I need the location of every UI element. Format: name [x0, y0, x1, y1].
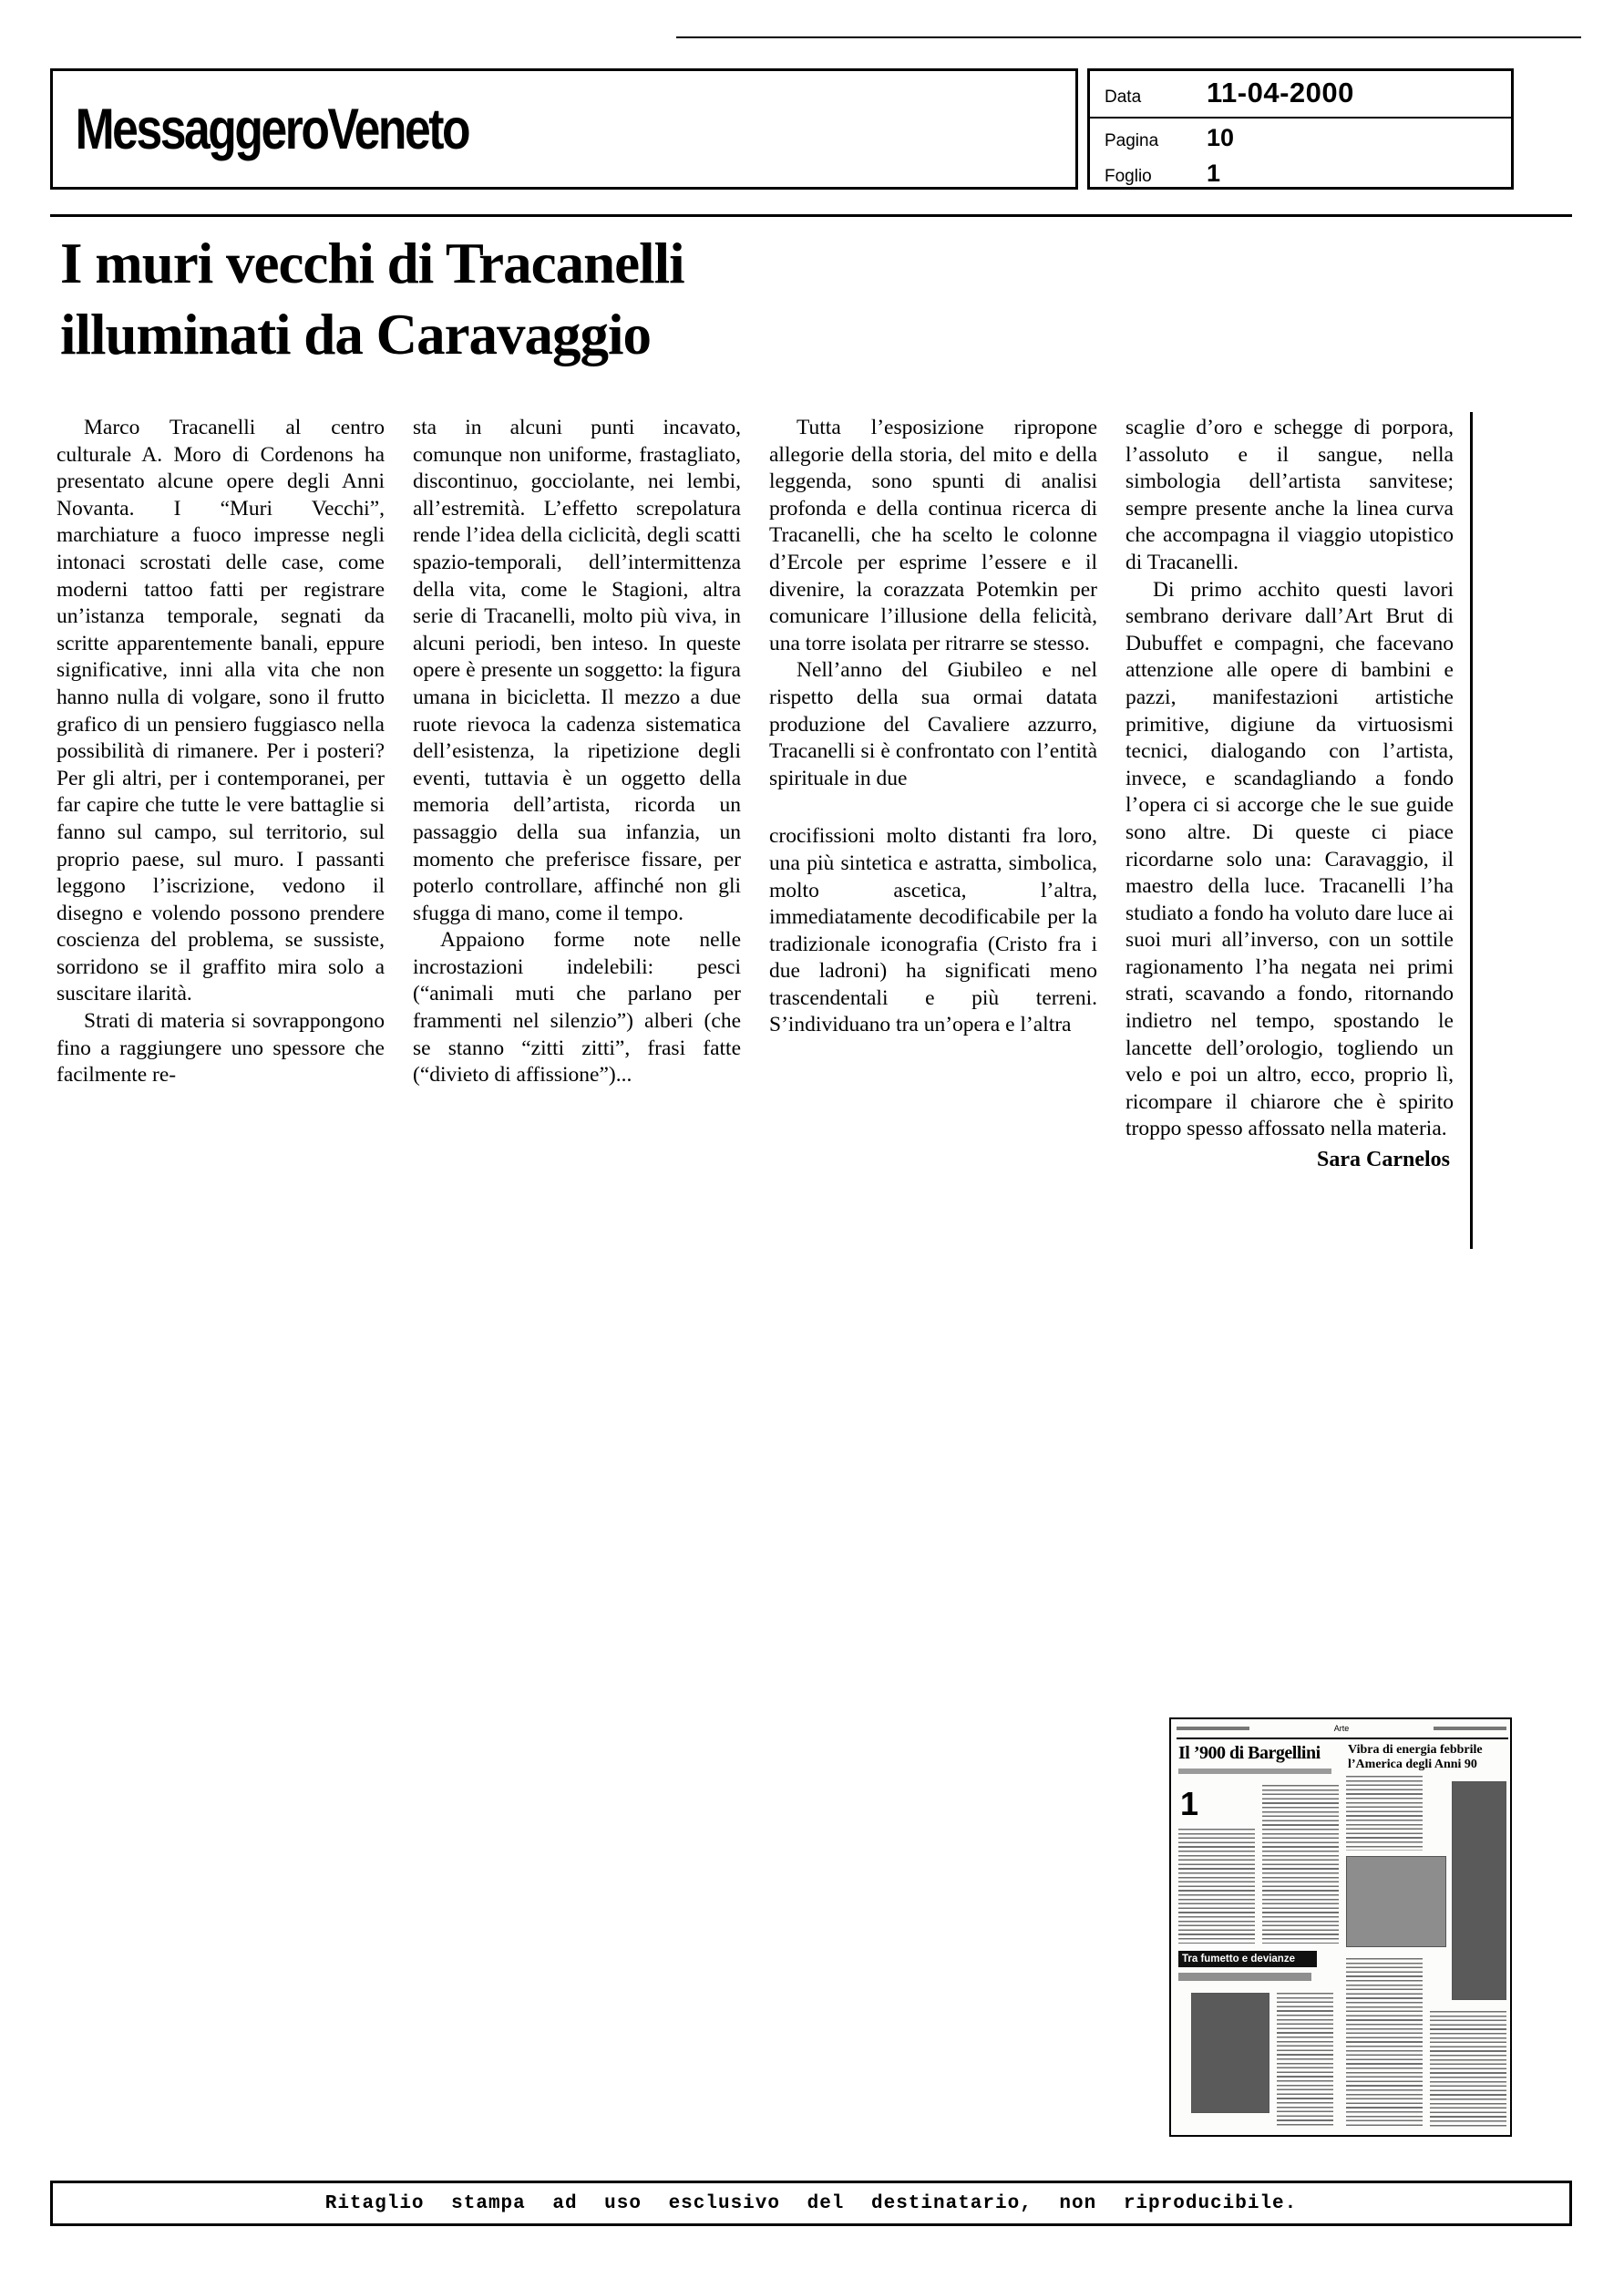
thumb-masthead-title: Arte — [1333, 1724, 1350, 1733]
article-paragraph: Marco Tracanelli al centro culturale A. Moro di Cordenons ha presentato alcune opere degli Anni Novanta. I “Muri Vecchi”, marchiature a fuoco impresse negli intonaci scrostati delle case, come moderni tattoo fatti per registrare un’istanza temporale, segnati da scritte apparentemente banali, eppure significative, inni alla vita che non hanno nulla di volgare, sono il frutto grafico di un pensiero fuggiasco nella possibilità di rimanere. Per i posteri? Per gli altri, per i contemporanei, per far capire che tutte le vere battaglie si fanno sul campo, sul territorio, sul proprio paese, sul muro. I passanti leggono l’iscrizione, vedono il disegno e volendo possono prendere coscienza del problema, se sussiste, sorridono se il graffito mira solo a suscitare ilarità. — [57, 416, 385, 1006]
thumb-fake-text-block — [1262, 1785, 1339, 1944]
thumb-headline-right-line2: l’America degli Anni 90 — [1348, 1757, 1477, 1771]
masthead-logo-box — [50, 68, 1078, 190]
article-column-1 — [57, 415, 385, 1174]
meta-row-sheet — [1090, 154, 1511, 190]
thumb-fake-text-block — [1346, 1776, 1423, 1851]
thumb-masthead-bar-right — [1434, 1727, 1506, 1730]
thumb-fake-text-block — [1178, 1829, 1255, 1944]
page-label: Pagina — [1105, 131, 1159, 150]
footer-disclaimer-box — [50, 2181, 1572, 2226]
article-paragraph: crocifissioni molto distanti fra loro, una più sintetica e astratta, simbolica, molto ascetica, l’altra, immediatamente decodificabile per la tradizionale iconografia (Cristo fra i due ladroni) ha significati meno trascendentali e più terreni. S’individuano tra un’opera e l’altra — [769, 824, 1097, 1037]
thumb-top-rule — [1177, 1738, 1508, 1739]
header-divider — [50, 214, 1572, 217]
date-label: Data — [1105, 88, 1142, 107]
article-paragraph: Tutta l’esposizione ripropone allegorie della storia, del mito e della leggenda, sono spunti di analisi profonda e della continua ricerca di Tracanelli, che ha scelto le colonne d’Ercole per esprime l’essere e il divenire, la corazzata Potemkin per comunicare l’illusione della felicità, una torre isolata per ritrarre se stesso. — [769, 416, 1097, 655]
article-headline — [60, 228, 1063, 370]
page-value: 10 — [1207, 124, 1235, 151]
article-paragraph: Nell’anno del Giubileo e nel rispetto della sua ormai datata produzione del Cavaliere azzurro, Tracanelli si è confrontato con l’entità spirituale in due — [769, 658, 1097, 790]
article-column-2 — [413, 415, 741, 1174]
article-columns — [57, 415, 1454, 1174]
article-paragraph: Di primo acchito questi lavori sembrano derivare dall’Art Brut di Dubuffet e compagni, che facevano attenzione alle opere di bambini e pazzi, manifestazioni artistiche primitive, digiune da virtuosismi tecnici, dialogando con l’artista, invece, e scandagliando a fondo l’opera ci si accorge che le sue guide sono altre. Di queste ci piace ricordarne solo una: Caravaggio, il maestro della luce. Tracanelli l’ha studiato a fondo ha voluto dare luce ai suoi muri all’inverso, con un sottile ragionamento l’ha negata nei primi strati, scavando a fondo, ritornando indietro nel tempo, spostando le lancette dell’orologio, togliendo un velo e poi un altro, ecco, proprio lì, ricompare il chiarore che è spirito troppo spesso affossato nella materia. — [1125, 577, 1454, 1141]
thumb-subhead-bar-2 — [1178, 1973, 1311, 1981]
thumb-headline-right — [1348, 1743, 1508, 1771]
thumb-photo — [1452, 1781, 1506, 2000]
date-value: 11-04-2000 — [1207, 77, 1354, 108]
newspaper-logo: MessaggeroVeneto — [75, 97, 469, 161]
thumb-masthead-bar-left — [1177, 1727, 1249, 1730]
thumb-fake-text-block — [1346, 1958, 1423, 2128]
thumb-masthead-strip — [1177, 1722, 1506, 1735]
thumb-fake-text-block — [1430, 2011, 1506, 2128]
thumb-subhead-bar — [1178, 1769, 1331, 1774]
thumb-fake-text-block — [1277, 1993, 1333, 2128]
thumb-photo — [1191, 1993, 1269, 2113]
page-thumbnail — [1169, 1717, 1512, 2137]
thumb-black-bar-headline: Tra fumetto e devianze — [1178, 1951, 1317, 1967]
headline-line-1: I muri vecchi di Tracanelli — [60, 232, 684, 295]
article-paragraph: Appaiono forme note nelle incrostazioni indelebili: pesci (“animali muti che parlano per frammenti nel silenzio”) alberi (che se stanno “zitti zitti”, frasi fatte (“divieto di affissione”)... — [413, 928, 741, 1088]
article-paragraph: Strati di materia si sovrappongono fino a raggiungere uno spessore che facilmente re- — [57, 1009, 385, 1088]
column-end-rule — [1470, 412, 1473, 1249]
headline-line-2: illuminati da Caravaggio — [60, 303, 652, 366]
article-paragraph: scaglie d’oro e schegge di porpora, l’assoluto e il sangue, nella simbologia dell’artista sanvitese; sempre presente anche la linea curva che accompagna il viaggio utopistico di Tracanelli. — [1125, 416, 1454, 574]
article-column-3 — [769, 415, 1097, 1174]
thumb-photo — [1346, 1856, 1446, 1947]
sheet-value: 1 — [1207, 160, 1221, 187]
byline: Sara Carnelos — [1317, 1148, 1450, 1172]
article-column-4 — [1125, 415, 1454, 1174]
clipping-meta-box — [1087, 68, 1514, 190]
meta-row-date — [1090, 71, 1511, 119]
footer-disclaimer-text: Ritaglio stampa ad uso esclusivo del destinatario, non riproducibile. — [324, 2192, 1298, 2214]
sheet-label: Foglio — [1105, 167, 1152, 186]
meta-row-page — [1090, 119, 1511, 154]
thumb-headline-left: Il ’900 di Bargellini — [1178, 1743, 1321, 1763]
thumb-headline-right-line1: Vibra di energia febbrile — [1348, 1743, 1483, 1757]
article-paragraph: sta in alcuni punti incavato, comunque non uniforme, frastagliato, discontinuo, gocciolante, nei lembi, all’estremità. L’effetto screpolatura rende l’idea della ciclicità, degli scatti spazio-temporali, dell’intermittenza della vita, come le Stagioni, altra serie di Tracanelli, molto più viva, in alcuni periodi, ben inteso. In queste opere è presente un soggetto: la figura umana in bicicletta. Il mezzo a due ruote rievoca la cadenza sistematica dell’esistenza, la ripetizione degli eventi, tuttavia è un oggetto della memoria dell’artista, ricorda un passaggio della sua infanzia, un momento che preferisce fissare, per poterlo controllare, affinché non gli sfugga di mano, come il tempo. — [413, 416, 741, 925]
thumb-page-number: 1 — [1180, 1785, 1199, 1822]
clipping-frame-line — [676, 36, 1581, 38]
column-4-paragraphs — [1125, 415, 1454, 1143]
